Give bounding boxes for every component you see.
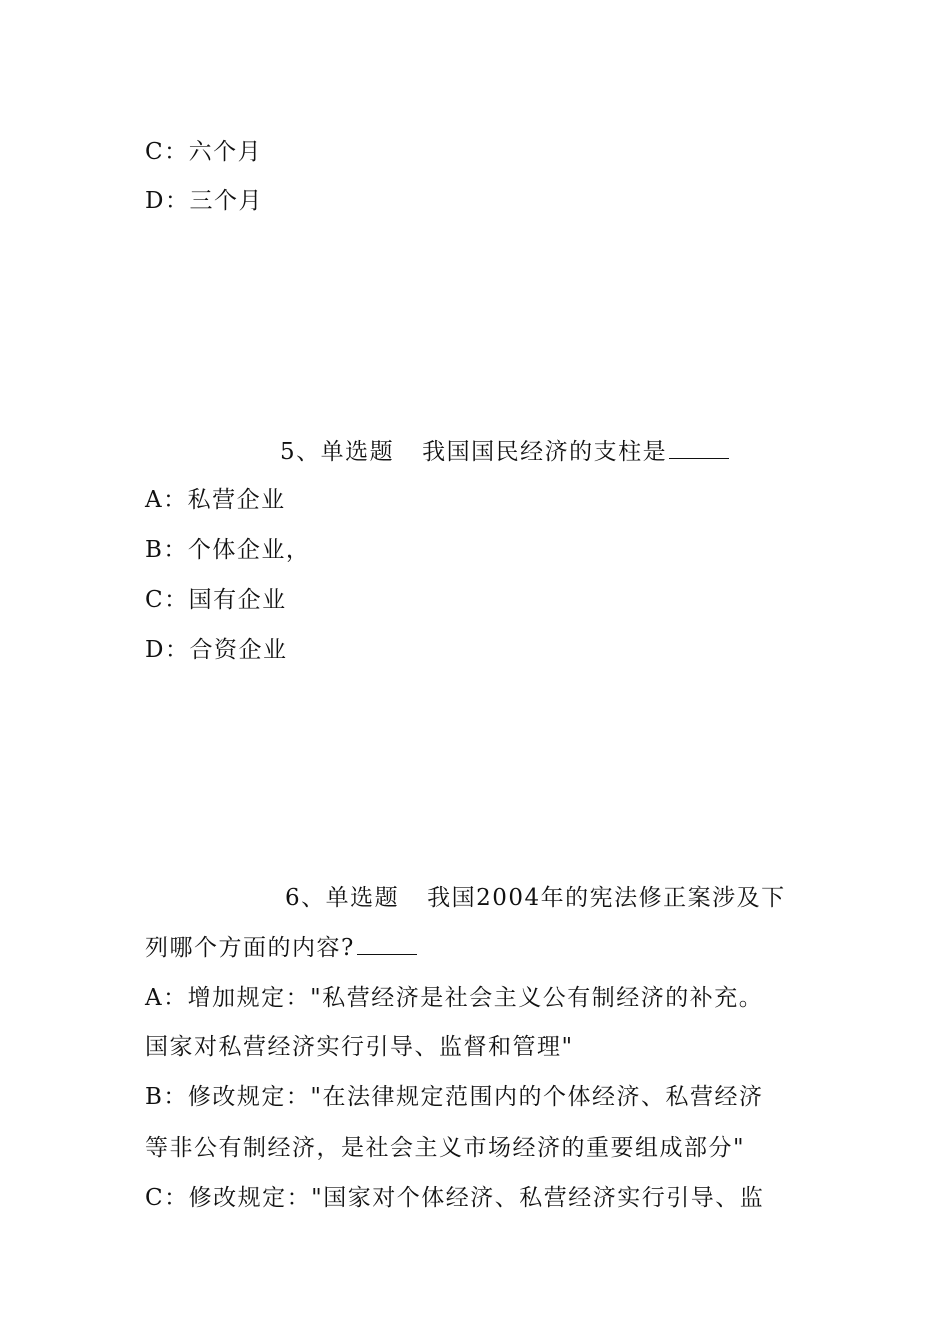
option-text: 修改规定："在法律规定范围内的个体经济、私营经济: [187, 1084, 764, 1110]
question-type: 单选题: [325, 885, 400, 911]
option-d-prev: [145, 186, 263, 216]
option-label: A：: [145, 487, 188, 513]
option-c-prev: [145, 137, 262, 167]
answer-blank: [357, 932, 417, 955]
question-5-title: [280, 436, 729, 467]
question-stem-line1: 我国2004年的宪法修正案涉及下: [427, 885, 786, 911]
option-text: 合资企业: [189, 637, 288, 663]
question-stem: 我国国民经济的支柱是: [422, 439, 668, 465]
question-6-title: [285, 883, 786, 913]
option-text: 六个月: [188, 139, 263, 165]
question-number: 5、: [280, 439, 321, 465]
question-type: 单选题: [320, 439, 395, 465]
q5-option-d: [145, 635, 287, 665]
option-text: 国有企业: [188, 587, 287, 613]
q6-option-a-line2: [145, 1032, 574, 1062]
option-label: C：: [145, 139, 189, 165]
q6-option-b-line1: [145, 1082, 764, 1112]
option-label: D：: [145, 637, 190, 663]
option-text: 增加规定："私营经济是社会主义公有制经济的补充。: [187, 985, 764, 1011]
option-label: A：: [145, 985, 188, 1011]
option-label: C：: [145, 1185, 189, 1211]
option-text: 三个月: [189, 188, 263, 214]
option-label: D：: [145, 188, 190, 214]
q6-option-b-line2: [145, 1133, 745, 1163]
option-text: 等非公有制经济，是社会主义市场经济的重要组成部分": [145, 1135, 746, 1161]
q5-option-a: [145, 485, 286, 515]
option-label: C：: [145, 587, 189, 613]
option-label: B：: [145, 1084, 188, 1110]
q6-option-c-line1: [145, 1183, 764, 1213]
question-stem-line2: 列哪个方面的内容?: [145, 935, 355, 961]
q5-option-c: [145, 585, 287, 615]
q5-option-b: [145, 535, 310, 565]
option-text: 修改规定："国家对个体经济、私营经济实行引导、监: [188, 1185, 765, 1211]
question-6-stem-cont: [145, 932, 417, 963]
option-label: B：: [145, 537, 188, 563]
option-text: 国家对私营经济实行引导、监督和管理": [145, 1034, 574, 1060]
option-text: 私营企业: [187, 487, 286, 513]
option-text: 个体企业，: [187, 537, 311, 563]
question-number: 6、: [285, 885, 326, 911]
answer-blank: [669, 436, 729, 459]
q6-option-a-line1: [145, 983, 763, 1013]
